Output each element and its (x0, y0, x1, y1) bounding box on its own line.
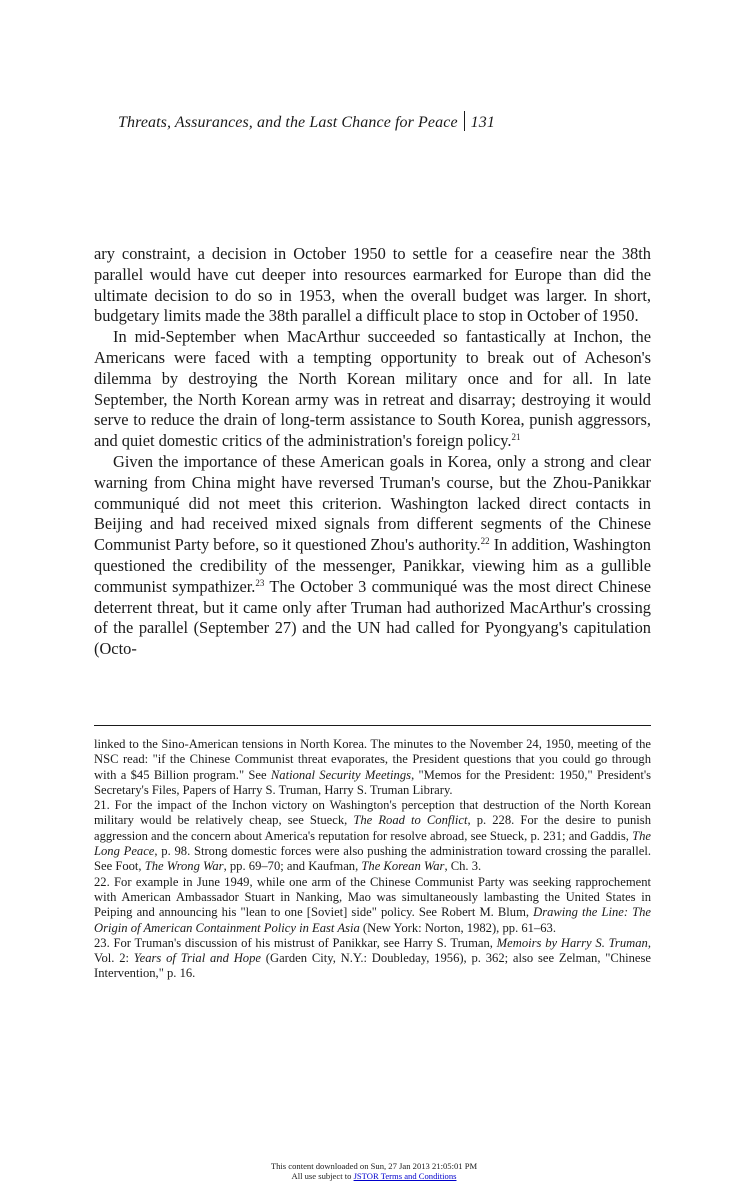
footnote-text: , pp. 69–70; and Kaufman, (223, 859, 362, 874)
footnote-title: The Wrong War (144, 859, 224, 874)
paragraph-3-text-a: Given the importance of these American goals in Korea, only a strong and clear warning from China might have reversed Truman's course, but the Zhou-Panikkar communiqué did not meet this criterion. Washington lacked direct contacts in Beijing and had received mixed signals from different segments of the Chinese Communist Party before, so it questioned Zhou's authority. (94, 451, 651, 555)
footnote-title: Memoirs by Harry S. Truman (496, 935, 648, 950)
body-text (94, 244, 651, 660)
header-divider (464, 111, 465, 131)
footnote-text: , p. 98. Strong domestic forces were also pushing the administration toward crossing the parallel. See Foot, (94, 844, 651, 874)
footnote-title: The Korean War (361, 859, 445, 874)
footnote-21 (94, 798, 651, 874)
terms-link[interactable]: JSTOR Terms and Conditions (353, 1171, 457, 1181)
footnote-title: Drawing the Line: The Origin of American Containment Policy in East Asia (94, 905, 651, 935)
running-head (118, 111, 495, 132)
paragraph-2 (94, 327, 651, 452)
terms-prefix: All use subject to (291, 1171, 354, 1181)
footnote-text: , p. 228. For the desire to punish aggression and the concern about America's reputation for resolve abroad, see Stueck, p. 231; and Gaddis, (94, 813, 651, 843)
page-number: 131 (470, 114, 495, 131)
paragraph-2-text: In mid-September when MacArthur succeeded so fantastically at Inchon, the Americans were faced with a tempting opportunity to break out of Acheson's dilemma by destroying the North Korean military once and for all. In late September, the North Korean army was in retreat and disarray; destroying it would serve to reduce the drain of long-term assistance to South Korea, punish aggressors, and quiet domestic critics of the administration's foreign policy. (94, 327, 651, 451)
footnotes (94, 737, 651, 982)
footnote-text: linked to the Sino-American tensions in North Korea. The minutes to the November 24, 1950, meeting of the NSC read: "if the Chinese Communist threat evaporates, the President questions that you could go through with a $45 Billion program." See (94, 737, 651, 782)
paragraph-3-text-b: In addition, Washington questioned the credibility of the messenger, Panikkar, viewing him as a gullible communist sympathizer. (94, 535, 651, 596)
paragraph-3-text-c: The October 3 communiqué was the most direct Chinese deterrent threat, but it came only after Truman had authorized MacArthur's crossing of the parallel (September 27) and the UN had called for Pyongyang's capitulation (Octo- (94, 576, 651, 659)
footnote-rule (94, 725, 651, 726)
footnote-ref-23: 23 (255, 577, 265, 588)
footnote-text: , "Memos for the President: 1950," President's Secretary's Files, Papers of Harry S. Truman, Harry S. Truman Library. (94, 767, 651, 797)
paragraph-3 (94, 452, 651, 660)
download-footer (0, 1161, 748, 1181)
footnote-text: (Garden City, N.Y.: Doubleday, 1956), p. 362; also see Zelman, "Chinese Intervention," p. 16. (94, 951, 651, 981)
footnote-title: The Road to Conflict (353, 813, 468, 828)
terms-line (0, 1171, 748, 1181)
footnote-title: National Security Meetings (270, 767, 412, 782)
footnote-title: Years of Trial and Hope (133, 951, 261, 966)
footnote-text: , Vol. 2: (94, 935, 651, 966)
footnote-text: , Ch. 3. (444, 859, 482, 874)
footnote-text: 23. For Truman's discussion of his mistrust of Panikkar, see Harry S. Truman, (94, 935, 497, 950)
footnote-text: 21. For the impact of the Inchon victory on Washington's perception that destruction of the North Korean military would be relatively cheap, see Stueck, (94, 798, 651, 828)
running-title: Threats, Assurances, and the Last Chance for Peace (118, 114, 458, 131)
footnote-continued (94, 737, 651, 798)
footnote-ref-21: 21 (511, 432, 521, 443)
footnote-22 (94, 875, 651, 936)
footnote-23 (94, 936, 651, 982)
footnote-ref-22: 22 (480, 536, 490, 547)
footnote-text: (New York: Norton, 1982), pp. 61–63. (359, 920, 556, 935)
download-notice: This content downloaded on Sun, 27 Jan 2013 21:05:01 PM (270, 1161, 478, 1171)
paragraph-1: ary constraint, a decision in October 1950 to settle for a ceasefire near the 38th parallel would have cut deeper into resources earmarked for Europe than did the ultimate decision to do so in 1953, when the overall budget was larger. In short, budgetary limits made the 38th parallel a difficult place to stop in October of 1950. (94, 244, 651, 326)
footnote-text: 22. For example in June 1949, while one arm of the Chinese Communist Party was seeking rapprochement with American Ambassador Stuart in Nanking, Mao was simultaneously lambasting the United States in Peiping and announcing his "lean to one [Soviet] side" policy. See Robert M. Blum, (94, 874, 651, 920)
footnote-title: The Long Peace (94, 828, 651, 859)
